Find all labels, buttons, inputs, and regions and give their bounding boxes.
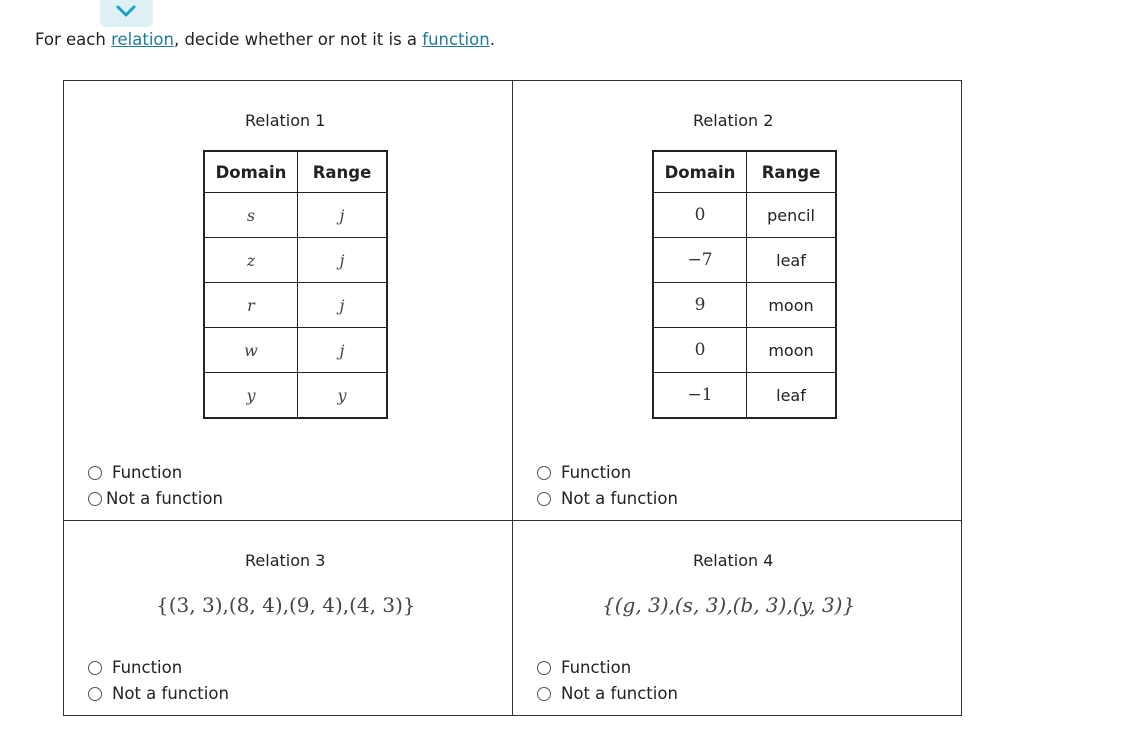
option-label: Function: [561, 658, 632, 677]
domain-cell: −1: [653, 373, 747, 419]
domain-cell: s: [204, 193, 298, 238]
collapse-tab[interactable]: [100, 0, 153, 27]
range-cell: j: [298, 238, 388, 283]
table-row: [653, 373, 836, 419]
relation-3-cell: [64, 521, 512, 715]
radio-button[interactable]: [537, 687, 551, 701]
range-cell: j: [298, 328, 388, 373]
relation-link[interactable]: relation: [111, 30, 174, 49]
radio-button[interactable]: [537, 492, 551, 506]
table-row: [204, 373, 387, 419]
relation-4-function-option[interactable]: [537, 658, 631, 677]
relation-2-table: [652, 150, 837, 419]
range-cell: moon: [747, 328, 837, 373]
range-header: Range: [747, 151, 837, 193]
table-row: [653, 238, 836, 283]
relation-2-title: Relation 2: [693, 111, 774, 130]
table-row: [204, 283, 387, 328]
domain-cell: −7: [653, 238, 747, 283]
relation-4-not-function-option[interactable]: [537, 684, 678, 703]
question-prompt: [35, 30, 495, 49]
radio-button[interactable]: [88, 661, 102, 675]
table-row: [653, 193, 836, 238]
relation-1-function-option[interactable]: [88, 463, 182, 482]
table-row: [653, 328, 836, 373]
range-header: Range: [298, 151, 388, 193]
range-cell: y: [298, 373, 388, 419]
range-cell: pencil: [747, 193, 837, 238]
relation-1-title: Relation 1: [245, 111, 326, 130]
relation-4-set: {(g, 3),(s, 3),(b, 3),(y, 3)}: [602, 593, 856, 617]
domain-cell: y: [204, 373, 298, 419]
relation-3-set: {(3, 3),(8, 4),(9, 4),(4, 3)}: [156, 593, 416, 617]
relation-4-cell: [513, 521, 961, 715]
relation-3-not-function-option[interactable]: [88, 684, 229, 703]
domain-cell: 0: [653, 328, 747, 373]
option-label: Not a function: [112, 684, 229, 703]
option-label: Not a function: [106, 489, 223, 508]
option-label: Function: [112, 463, 183, 482]
prompt-text: .: [489, 30, 495, 49]
relation-2-function-option[interactable]: [537, 463, 631, 482]
option-label: Not a function: [561, 489, 678, 508]
table-row: [204, 238, 387, 283]
range-cell: leaf: [747, 373, 837, 419]
relation-4-title: Relation 4: [693, 551, 774, 570]
relation-2-not-function-option[interactable]: [537, 489, 678, 508]
domain-cell: z: [204, 238, 298, 283]
table-row: [653, 283, 836, 328]
relation-3-title: Relation 3: [245, 551, 326, 570]
option-label: Not a function: [561, 684, 678, 703]
radio-button[interactable]: [88, 466, 102, 480]
radio-button[interactable]: [88, 687, 102, 701]
prompt-text: , decide whether or not it is a: [173, 30, 423, 49]
table-row: [204, 328, 387, 373]
domain-cell: w: [204, 328, 298, 373]
relation-1-table: [203, 150, 388, 419]
domain-cell: 9: [653, 283, 747, 328]
option-label: Function: [112, 658, 183, 677]
function-link[interactable]: function: [422, 30, 490, 49]
relation-2-cell: [513, 81, 961, 520]
option-label: Function: [561, 463, 632, 482]
radio-button[interactable]: [537, 466, 551, 480]
relation-3-function-option[interactable]: [88, 658, 182, 677]
prompt-text: For each: [35, 30, 112, 49]
chevron-down-icon: [115, 3, 137, 19]
radio-button[interactable]: [537, 661, 551, 675]
range-cell: j: [298, 193, 388, 238]
radio-button[interactable]: [88, 492, 102, 506]
table-row: [204, 193, 387, 238]
relation-1-not-function-option[interactable]: [88, 489, 223, 508]
range-cell: moon: [747, 283, 837, 328]
relations-grid: [63, 80, 962, 716]
range-cell: leaf: [747, 238, 837, 283]
relation-1-cell: [64, 81, 512, 520]
domain-header: Domain: [204, 151, 298, 193]
range-cell: j: [298, 283, 388, 328]
domain-cell: r: [204, 283, 298, 328]
domain-cell: 0: [653, 193, 747, 238]
domain-header: Domain: [653, 151, 747, 193]
